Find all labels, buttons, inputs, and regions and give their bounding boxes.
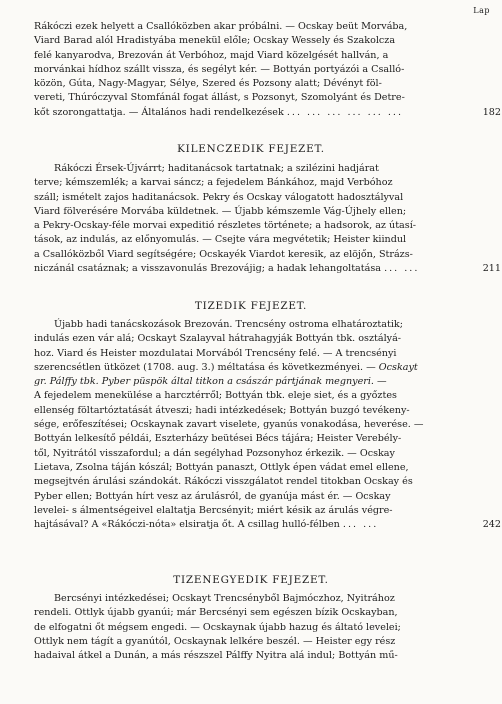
text-line: száll; ismételt zajos haditanácsok. Pekry és Ocskay válogatott hadosztályval [34, 191, 404, 203]
text-line: Rákóczi ezek helyett a Csallóközben akar próbálni. — Ocskay beüt Morvába, [34, 21, 408, 32]
text-line: Bottyán lelkesítő példái, Eszterházy beütései Bécs tájára; Heister Verebély- [34, 433, 402, 445]
text-line: hadaival átkel a Dunán, a más részszel Pálffy Nyitra alá indul; Bottyán mű- [34, 650, 398, 662]
toc-entry-line [34, 518, 501, 532]
paragraph-chapter-9 [34, 162, 501, 276]
text-line: Lietava, Zsolna táján kószál; Bottyán panaszt, Ottlyk épen vádat emel ellene, [34, 461, 409, 473]
text-line: Viard fölverésére Morvába küldetnek. — Újabb kémszemle Vág-Újhely ellen; [34, 205, 407, 217]
text-line: sége, erőfeszítései; Ocskaynak zavart viselete, gyanús vonakodása, heverése. — [34, 419, 424, 431]
text-line: de elfogatni őt mégsem engedi. — Ocskaynak újabb hazug és áltató levelei; [34, 621, 401, 633]
text-line: Ottlyk nem tágít a gyanútól, Ocskaynak lelkére beszél. — Heister egy rész [34, 635, 396, 647]
text-line: Viard Barad alól Hradistyába menekül előle; Ocskay Wessely és Szakolcza [34, 35, 396, 47]
toc-entry-line [34, 262, 501, 276]
text-line: Újabb hadi tanácskozások Brezován. Trencsény ostroma elhatároztatik; [54, 319, 403, 330]
text-line: indulás ezen vár alá; Ocskayt Szalayval hátrahagyják Bottyán tbk. osztályá- [34, 333, 402, 345]
text-line: rendeli. Ottlyk újabb gyanúi; már Bercsényi sem egészen bízik Ocskayban, [34, 607, 398, 619]
text-line: megsejtvén árulási szándokát. Rákóczi visszgálatot rendel titokban Ocskay és [34, 476, 413, 488]
toc-entry-text: hajtásával? A «Rákóczi-nóta» elsiratja őt. A csillag hulló-félben [34, 519, 340, 531]
page-header-lap: Lap [473, 6, 490, 15]
text-line: Rákóczi Érsek-Újvárrt; haditanácsok tartatnak; a szilézini hadjárat [54, 163, 379, 174]
paragraph-chapter-11 [34, 592, 486, 663]
paragraph-chapter-8-end [34, 20, 501, 120]
text-line: ellenség föltartóztatását átveszi; hadi intézkedések; Bottyán buzgó tevékeny- [34, 404, 410, 416]
text-line: közön, Gúta, Nagy-Magyar, Sélye, Szered és Pozsony alatt; Dévényt föl- [34, 78, 382, 90]
text-line: től, Nyitrától visszafordul; a dán segélyhad Pozsonyhoz érkezik. — Ocskay [34, 447, 395, 459]
chapter-heading-9: KILENCZEDIK FEJEZET. [177, 143, 325, 155]
text-line: Bercsényi intézkedései; Ocskayt Trencsényből Bajmóczhoz, Nyitrához [54, 593, 395, 604]
text-line: A fejedelem menekülése a harcztérről; Bottyán tbk. eleje siet, és a győztes [34, 390, 397, 402]
chapter-heading-10: TIZEDIK FEJEZET. [194, 300, 308, 312]
text-line: vereti, Thúróczyval Stomfánál fogat állást, s Pozsonyt, Szomolyánt és Detre- [34, 92, 405, 104]
toc-page-number: 211 [482, 263, 501, 275]
text-line: gr. Pálffy tbk. Pyber püspök által titkon a császár pártjának megnyeri. — [34, 376, 387, 388]
text-line: levelei- s álmentségeivel elaltatja Bercsényit; miért késik az árulás végre- [34, 504, 393, 516]
text-line: Pyber ellen; Bottyán hírt vesz az árulásról, de gyanúja mást ér. — Ocskay [34, 490, 391, 502]
chapter-heading-11: TIZENEGYEDIK FEJEZET. [173, 574, 329, 586]
toc-entry-text: kőt szorongattatja. — Általános hadi rendelkezések [34, 106, 284, 118]
text-line: terve; kémszemlék; a karvai sáncz; a fejedelem Bánkához, majd Verbóhoz [34, 177, 393, 189]
text-line: felé kanyarodva, Brezován át Verbóhoz, majd Viard közelgését hallván, a [34, 49, 389, 61]
toc-leader-dots: ... ... [342, 519, 379, 531]
toc-leader-dots: ... ... [384, 263, 420, 275]
toc-page-number: 242 [482, 519, 501, 531]
text-line: morvánkai hídhoz szállt vissza, és segélyt kér. — Bottyán portyázói a Csalló- [34, 63, 405, 75]
toc-leader-dots: ... ... ... ... ... ... [286, 106, 403, 118]
toc-entry-text: niczánál csatáznak; a visszavonulás Brezovájig; a hadak lehangoltatása [34, 263, 381, 275]
text-line: hoz. Viard és Heister mozdulatai Morvából Trencsény felé. — A trencsényi [34, 347, 397, 359]
toc-page-number: 182 [482, 106, 501, 118]
text-line: a Pekry-Ocskay-féle morvai expeditió részletes története; a hadsorok, az útasí- [34, 220, 417, 232]
toc-entry-line [34, 106, 501, 120]
paragraph-chapter-10 [34, 318, 501, 532]
text-line: tások, az indulás, az előnyomulás. — Csejte vára megvétetik; Heister kiindul [34, 234, 407, 246]
text-line: a Csallóközből Viard segítségére; Ocskayék Viardot keresik, az elöjőn, Strázs- [34, 248, 413, 260]
text-line: szerencsétlen ütközet (1708. aug. 3.) méltatása és következményei. — Ocskayt [34, 361, 418, 373]
